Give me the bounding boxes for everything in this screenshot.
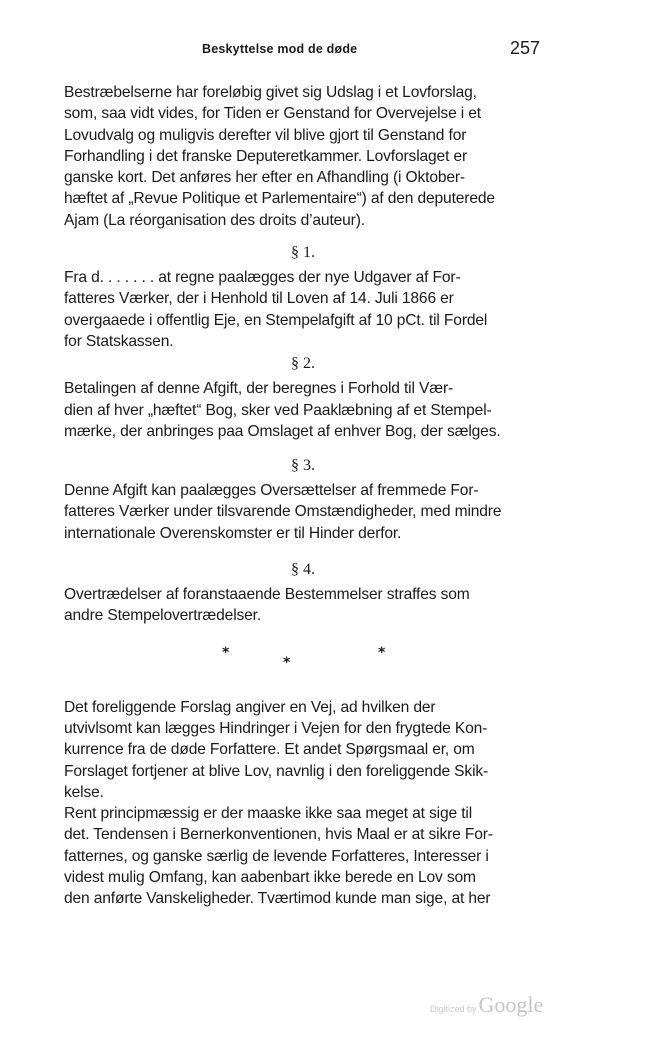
text-line: fatteres Værker under tilsvarende Omstændigheder, med mindre <box>64 503 502 521</box>
book-page <box>64 38 542 910</box>
section-mark-2: § 2. <box>291 355 315 373</box>
asterism-separator <box>64 645 542 685</box>
text-line: Overtrædelser af foranstaaende Bestemmelser straffes som <box>64 586 470 604</box>
text-line: utvivlsomt kan lægges Hindringer i Vejen for den frygtede Kon- <box>64 719 488 737</box>
text-line: Forhandling i det franske Deputeretkammer. Lovforslaget er <box>64 147 468 165</box>
asterisk-left: * <box>222 644 230 661</box>
closing-paragraph-1 <box>64 697 542 803</box>
text-line: overgaaede i offentlig Eje, en Stempelafgift af 10 pCt. til Fordel <box>64 311 488 329</box>
text-line: Fra d. . . . . . . at regne paalægges der nye Udgaver af For- <box>64 269 461 287</box>
text-line: Forslaget fortjener at blive Lov, navnlig i den foreliggende Skik- <box>64 762 489 780</box>
text-line: Lovudvalg og muligvis derefter vil blive gjort til Genstand for <box>64 126 467 144</box>
text-line: for Statskassen. <box>64 332 174 350</box>
section-1-paragraph <box>64 267 542 352</box>
text-line: den anførte Vanskeligheder. Tværtimod kunde man sige, at her <box>64 890 491 908</box>
text-line: som, saa vidt vides, for Tiden er Genstand for Overvejelse i et <box>64 105 481 123</box>
text-line: Det foreliggende Forslag angiver en Vej, ad hvilken der <box>64 698 436 716</box>
text-line: fatternes, og ganske særlig de levende Forfatteres, Interesser i <box>64 847 489 865</box>
text-line: mærke, der anbringes paa Omslaget af enhver Bog, der sælges. <box>64 422 501 440</box>
text-line: andre Stempelovertrædelser. <box>64 607 262 625</box>
section-mark-1: § 1. <box>291 244 315 262</box>
text-line: Betalingen af denne Afgift, der beregnes i Forhold til Vær- <box>64 380 454 398</box>
google-logo: Google <box>478 992 544 1017</box>
text-line: kelse. <box>64 783 104 801</box>
asterisk-middle: * <box>283 654 291 671</box>
text-line: kurrence fra de døde Forfattere. Et andet Spørgsmaal er, om <box>64 741 475 759</box>
intro-paragraph <box>64 82 542 231</box>
text-line: internationale Overenskomster er til Hinder derfor. <box>64 524 402 542</box>
asterisk-right: * <box>378 644 386 661</box>
digitized-watermark <box>430 992 543 1018</box>
text-line: ganske kort. Det anføres her efter en Afhandling (i Oktober- <box>64 169 465 187</box>
text-line: hæftet af „Revue Politique et Parlementaire“) af den deputerede <box>64 190 495 208</box>
text-line: Bestræbelserne har foreløbig givet sig Udslag i et Lovforslag, <box>64 84 477 101</box>
text-line: fatteres Værker, der i Henhold til Loven af 14. Juli 1866 er <box>64 290 454 308</box>
section-2-paragraph <box>64 378 542 442</box>
section-4-paragraph <box>64 584 542 627</box>
text-line: Ajam (La réorganisation des droits d’auteur). <box>64 211 365 229</box>
text-line: det. Tendensen i Bernerkonventionen, hvis Maal er at sikre For- <box>64 826 493 844</box>
text-line: Denne Afgift kan paalægges Oversættelser af fremmede For- <box>64 482 479 500</box>
closing-paragraph-2 <box>64 803 542 909</box>
running-head <box>64 38 542 68</box>
page-number: 257 <box>509 38 540 58</box>
text-line: Rent principmæssig er der maaske ikke saa meget at sige til <box>64 805 473 823</box>
text-line: dien af hver „hæftet“ Bog, sker ved Paaklæbning af et Stempel- <box>64 401 492 419</box>
watermark-prefix: Digitized by <box>430 1004 477 1014</box>
section-mark-3: § 3. <box>291 457 315 475</box>
text-line: videst mulig Omfang, kan aabenbart ikke berede en Lov som <box>64 869 476 887</box>
section-3-paragraph <box>64 480 542 544</box>
running-title: Beskyttelse mod de døde <box>202 42 358 56</box>
section-mark-4: § 4. <box>291 561 315 579</box>
page-body <box>64 82 542 910</box>
